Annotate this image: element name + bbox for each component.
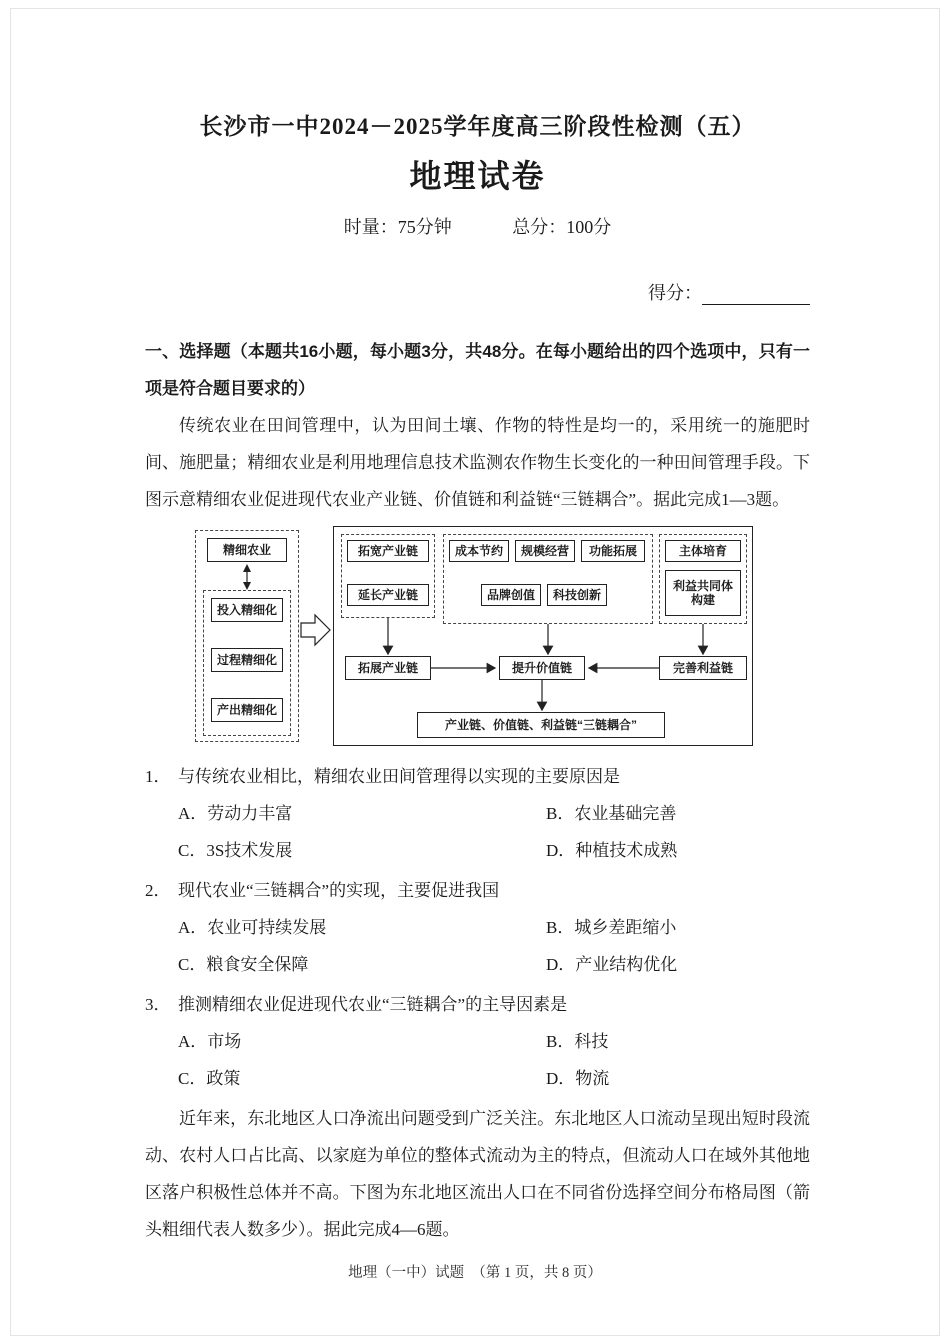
question-3 bbox=[145, 986, 810, 1097]
option-d bbox=[546, 1060, 810, 1097]
option-text: 劳动力丰富 bbox=[207, 804, 293, 823]
diagram-box-scale-operation: 规模经营 bbox=[515, 540, 575, 562]
diagram-box-process-refinement: 过程精细化 bbox=[211, 648, 283, 672]
diagram-box-brand-value: 品牌创值 bbox=[481, 584, 541, 606]
option-label: A． bbox=[178, 918, 208, 937]
question-number: 3． bbox=[145, 995, 171, 1014]
page-title: 长沙市一中2024－2025学年度高三阶段性检测（五） bbox=[199, 114, 756, 139]
question-text: 现代农业“三链耦合”的实现，主要促进我国 bbox=[178, 881, 500, 900]
option-a bbox=[178, 1023, 546, 1060]
option-row bbox=[145, 832, 810, 869]
option-row bbox=[145, 795, 810, 832]
option-d bbox=[546, 832, 810, 869]
paper-title: 地理试卷 bbox=[409, 158, 546, 194]
option-label: B． bbox=[546, 918, 575, 937]
diagram-box-tech-innovation: 科技创新 bbox=[547, 584, 607, 606]
option-label: C． bbox=[178, 1069, 207, 1088]
score-row bbox=[145, 279, 810, 305]
option-label: D． bbox=[546, 955, 576, 974]
score-blank-line bbox=[702, 286, 810, 305]
option-text: 农业可持续发展 bbox=[207, 918, 327, 937]
diagram-box-expand-industry-chain: 拓展产业链 bbox=[345, 656, 431, 680]
option-b bbox=[546, 1023, 810, 1060]
option-text: 种植技术成熟 bbox=[575, 841, 678, 860]
option-row bbox=[145, 946, 810, 983]
option-text: 政策 bbox=[206, 1069, 241, 1088]
option-text: 市场 bbox=[207, 1032, 242, 1051]
option-text: 城乡差距缩小 bbox=[574, 918, 677, 937]
exam-meta bbox=[145, 213, 810, 239]
option-b bbox=[546, 909, 810, 946]
option-label: A． bbox=[178, 804, 208, 823]
intro-paragraph-1: 传统农业在田间管理中，认为田间土壤、作物的特性是均一的，采用统一的施肥时间、施肥量；精细农业是利用地理信息技术监测农作物生长变化的一种田间管理手段。下图示意精细农业促进现代农业产业链、价值链和利益链“三链耦合”。据此完成1—3题。 bbox=[145, 416, 810, 509]
question-number: 1． bbox=[145, 767, 171, 786]
option-text: 物流 bbox=[575, 1069, 610, 1088]
question-stem bbox=[145, 872, 810, 909]
question-stem bbox=[145, 758, 810, 795]
diagram-box-interest-community: 利益共同体构建 bbox=[665, 570, 741, 616]
option-label: A． bbox=[178, 1032, 208, 1051]
diagram-box-cost-saving: 成本节约 bbox=[449, 540, 509, 562]
option-row bbox=[145, 1060, 810, 1097]
option-text: 产业结构优化 bbox=[575, 955, 678, 974]
question-text: 与传统农业相比，精细农业田间管理得以实现的主要原因是 bbox=[178, 767, 620, 786]
diagram-box-extend-industry-chain: 延长产业链 bbox=[347, 584, 429, 606]
intro-paragraph-2: 近年来，东北地区人口净流出问题受到广泛关注。东北地区人口流动呈现出短时段流动、农村人口占比高、以家庭为单位的整体式流动为主的特点，但流动人口在域外其他地区落户积极性总体并不高。下图为东北地区流出人口在不同省份选择空间分布格局图（箭头粗细代表人数多少）。据此完成4—6题。 bbox=[145, 1109, 810, 1239]
diagram-box-output-refinement: 产出精细化 bbox=[211, 698, 283, 722]
precision-agriculture-diagram bbox=[145, 526, 755, 748]
option-label: D． bbox=[546, 841, 576, 860]
option-label: C． bbox=[178, 955, 207, 974]
section-heading: 一、选择题（本题共16小题，每小题3分，共48分。在每小题给出的四个选项中，只有一项是符合题目要求的） bbox=[145, 342, 810, 398]
option-text: 3S技术发展 bbox=[206, 841, 293, 860]
option-c bbox=[178, 832, 546, 869]
option-label: C． bbox=[178, 841, 207, 860]
option-b bbox=[546, 795, 810, 832]
diagram-box-precision-agriculture: 精细农业 bbox=[207, 538, 287, 562]
option-a bbox=[178, 795, 546, 832]
option-d bbox=[546, 946, 810, 983]
question-text: 推测精细农业促进现代农业“三链耦合”的主导因素是 bbox=[178, 995, 568, 1014]
diagram-box-broaden-industry-chain: 拓宽产业链 bbox=[347, 540, 429, 562]
page-footer: 地理（一中）试题 （第 1 页，共 8 页） bbox=[348, 1265, 602, 1281]
option-label: B． bbox=[546, 1032, 575, 1051]
question-number: 2． bbox=[145, 881, 171, 900]
option-c bbox=[178, 1060, 546, 1097]
diagram-box-enhance-value-chain: 提升价值链 bbox=[499, 656, 585, 680]
question-stem bbox=[145, 986, 810, 1023]
option-text: 农业基础完善 bbox=[574, 804, 677, 823]
question-1 bbox=[145, 758, 810, 869]
diagram-box-input-refinement: 投入精细化 bbox=[211, 598, 283, 622]
exam-duration: 时量：75分钟 bbox=[343, 217, 452, 237]
option-a bbox=[178, 909, 546, 946]
score-label: 得分： bbox=[648, 283, 702, 303]
option-label: D． bbox=[546, 1069, 576, 1088]
option-label: B． bbox=[546, 804, 575, 823]
diagram-box-three-chain-coupling: 产业链、价值链、利益链“三链耦合” bbox=[417, 712, 665, 738]
diagram-box-improve-interest-chain: 完善利益链 bbox=[659, 656, 747, 680]
exam-total-score: 总分：100分 bbox=[512, 217, 612, 237]
option-row bbox=[145, 909, 810, 946]
option-c bbox=[178, 946, 546, 983]
option-text: 粮食安全保障 bbox=[206, 955, 309, 974]
option-row bbox=[145, 1023, 810, 1060]
question-2 bbox=[145, 872, 810, 983]
diagram-box-entity-cultivation: 主体培育 bbox=[665, 540, 741, 562]
diagram-box-function-expansion: 功能拓展 bbox=[581, 540, 645, 562]
option-text: 科技 bbox=[574, 1032, 609, 1051]
